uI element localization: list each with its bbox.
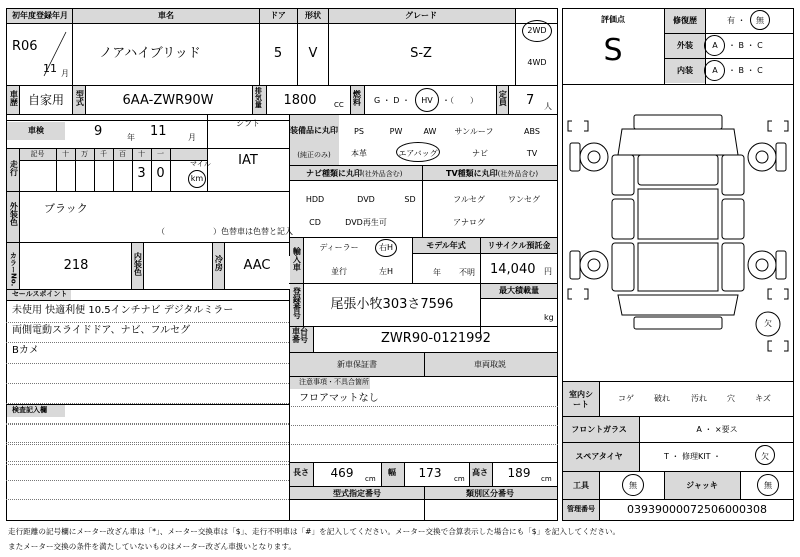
dealer-label: ディーラー [319, 243, 359, 252]
mileage-divider [113, 148, 114, 191]
recycle-value: 14,040 [490, 262, 536, 277]
right-hand: 右H [378, 243, 394, 252]
chassis-label: 車台番号 [292, 327, 308, 345]
equipment-item: ナビ [472, 149, 488, 158]
repair-none: 無 [756, 16, 764, 25]
room-sheet-option: 汚れ [691, 394, 707, 403]
first-reg-label: 初年度登録年月 [12, 11, 68, 20]
mileage-digit: 3 [137, 166, 146, 181]
type-designation-label: 型式指定番号 [333, 489, 381, 498]
first-reg-era: R06 [12, 39, 38, 54]
mileage-header: 十 [62, 150, 69, 158]
score-label: 評価点 [601, 15, 625, 24]
mileage-divider [75, 148, 76, 191]
navi-item: DVD [357, 195, 375, 204]
first-reg-month: 11 [43, 62, 57, 75]
inspection-label: 車検 [28, 126, 44, 135]
color-no-label: カラーNo. [9, 252, 18, 287]
interior-color-label: 内装色 [133, 252, 143, 276]
recycle-label: リサイクル預託金 [487, 241, 551, 250]
airbag-circle [396, 142, 440, 162]
import-label: 輸入車 [292, 247, 302, 271]
footnote-1: 走行距離の記号欄にメーター改ざん車は「*」、メーター交換車は「$」、走行不明車は「#」を記入してください。メーター交換で合算表示した場合にも「$」を記入してください。 [8, 527, 621, 536]
door-value: 5 [273, 46, 283, 61]
room-sheet-label: 室内シート [569, 390, 593, 410]
equipment-item: エアバッグ [398, 149, 438, 158]
equipment-item: ABS [524, 127, 540, 136]
navi-item: DVD再生可 [345, 218, 387, 227]
usage-value: 自家用 [27, 93, 65, 107]
model-year-label: モデル年式 [426, 241, 466, 250]
month-unit: 月 [61, 69, 69, 78]
capacity-value: 7 [526, 93, 535, 108]
grade-value: S-Z [410, 46, 432, 61]
sales-point-item: 両側電動スライドドア、ナビ、フルセグ [12, 325, 191, 336]
mileage-header: 一 [157, 150, 164, 158]
sales-point-item: Bカメ [12, 345, 39, 356]
width-label: 幅 [388, 468, 396, 477]
inspection-year-unit: 年 [127, 133, 135, 142]
car-name-label: 車名 [158, 11, 174, 20]
manual-label: 車両取説 [474, 360, 506, 369]
car-name-value: ノアハイブリッド [99, 46, 201, 61]
yen-unit: 円 [544, 267, 552, 276]
sales-line [6, 444, 289, 445]
inspection-year: 9 [94, 124, 103, 139]
inspector-line [6, 423, 289, 424]
parallel-label: 並行 [331, 267, 347, 276]
model-label: 型式 [75, 90, 85, 106]
drive-2wd: 2WD [527, 26, 547, 35]
shape-label: 形状 [305, 11, 321, 20]
interior-grade-a: A [712, 66, 718, 75]
windshield-label: フロントガラス [571, 425, 627, 434]
sales-line [6, 383, 289, 384]
navi-item: HDD [305, 195, 325, 204]
sales-line [6, 363, 289, 364]
mgmt-value: 03939000072506000308 [627, 503, 767, 516]
interior-label: 内装 [677, 66, 693, 75]
tv-item: ワンセグ [508, 195, 540, 204]
inspector-line [6, 480, 289, 481]
sales-line [6, 464, 289, 465]
tv-analog: アナログ [453, 218, 485, 227]
notes-label: 注意事項・不具合箇所 [299, 378, 369, 386]
warranty-label: 新車保証書 [337, 360, 377, 369]
usage-label: 車歴 [9, 90, 19, 106]
capacity-label: 定員 [498, 90, 508, 106]
equipment-item: TV [526, 149, 538, 158]
spare-options: T ・ 修理KIT ・ [664, 452, 722, 461]
spare-label: スペアタイヤ [575, 452, 623, 461]
car-diagram [562, 85, 794, 381]
ac-label: 冷房 [214, 255, 224, 271]
notes-line [289, 425, 558, 426]
mileage-header: 万 [81, 150, 88, 158]
registration-label: 登録番号 [292, 287, 302, 319]
spare-none: 欠 [761, 452, 769, 461]
model-year-value: 不明 [459, 268, 475, 277]
color-change-note: （ ）色替車は色替と記入 [157, 227, 293, 236]
fuel-options: G ・ D ・ [374, 96, 410, 105]
missing-mark: 欠 [764, 319, 772, 328]
room-sheet-option: コゲ [618, 394, 634, 403]
shift-label: シフト [236, 119, 260, 128]
repair-options: 有 ・ [727, 16, 746, 25]
length-unit: cm [365, 475, 376, 483]
fuel-paren: ・（ ） [442, 96, 478, 105]
height-value: 189 [507, 466, 531, 480]
model-year-unit: 年 [433, 268, 441, 277]
capacity-unit: 人 [544, 102, 552, 111]
navi-item: CD [309, 218, 321, 227]
ac-value: AAC [243, 258, 271, 273]
equipment-item: PW [389, 127, 403, 136]
notes-line [289, 444, 558, 445]
equipment-label: 装備品に丸印 [290, 126, 338, 135]
mileage-divider [56, 148, 57, 191]
notes-value: フロアマットなし [299, 393, 379, 404]
mileage-header: 百 [119, 150, 126, 158]
exterior-color-value: ブラック [44, 202, 88, 215]
km-unit: km [190, 174, 204, 183]
footnote-2: またメーター交換の条件を満たしていないものはメーター改ざん車扱いとなります。 [8, 542, 296, 551]
notes-line [289, 406, 558, 407]
interior-grade-rest: ・ B ・ C [728, 66, 763, 75]
mileage-digit: 0 [156, 166, 165, 181]
mileage-divider [94, 148, 95, 191]
equipment-note: (純正のみ) [297, 151, 331, 159]
inspection-month: 11 [150, 124, 167, 139]
tv-label: TV種類に丸印(社外品含む) [446, 169, 539, 178]
sales-line [6, 322, 289, 323]
windshield-options: A ・ ×要ス [696, 425, 738, 434]
mileage-label: 走行 [9, 160, 19, 176]
displacement-label: 排気量 [254, 87, 263, 108]
room-sheet-option: 穴 [727, 394, 735, 403]
mileage-header: 十 [138, 150, 145, 158]
max-load-label: 最大積載量 [499, 286, 539, 295]
color-no-value: 218 [63, 258, 89, 273]
length-label: 長さ [293, 468, 309, 477]
equipment-item: AW [423, 127, 437, 136]
inspector-line [6, 499, 289, 500]
inspection-month-unit: 月 [188, 133, 196, 142]
tools-label: 工具 [573, 481, 589, 490]
exterior-grade-rest: ・ B ・ C [728, 41, 763, 50]
fuel-label: 燃料 [352, 90, 362, 106]
width-value: 173 [418, 466, 442, 480]
tools-value: 無 [629, 481, 637, 490]
mgmt-label: 管理番号 [567, 505, 595, 513]
height-label: 高さ [472, 468, 488, 477]
kg-unit: kg [544, 313, 554, 322]
score-value: S [603, 33, 623, 68]
sales-point-label: セールスポイント [12, 290, 68, 298]
cc-unit: CC [334, 101, 344, 109]
mileage-header: 千 [100, 150, 107, 158]
chassis-value: ZWR90-0121992 [381, 331, 491, 346]
model-value: 6AA-ZWR90W [122, 93, 214, 108]
sales-point-item: 未使用 快適利便 10.5インチナビ デジタルミラー [12, 305, 234, 316]
registration-value: 尾張小牧303さ7596 [330, 297, 454, 312]
mileage-divider [132, 148, 133, 191]
height-unit: cm [541, 475, 552, 483]
sales-line [6, 342, 289, 343]
tv-item: フルセグ [453, 195, 485, 204]
inspector-line [6, 442, 289, 443]
equipment-item: 本革 [351, 149, 367, 158]
door-label: ドア [270, 11, 286, 20]
equipment-item: サンルーフ [454, 127, 494, 136]
mile-unit: マイル [190, 160, 211, 168]
grade-label: グレード [405, 11, 437, 20]
exterior-grade-a: A [712, 41, 718, 50]
inspector-line [6, 461, 289, 462]
room-sheet-option: 破れ [654, 394, 670, 403]
navi-label: ナビ種類に丸印(社外品含む) [306, 169, 403, 178]
drive-4wd: 4WD [527, 58, 547, 67]
room-sheet-option: キズ [755, 394, 771, 403]
displacement-value: 1800 [283, 93, 317, 108]
jack-label: ジャッキ [686, 481, 718, 490]
exterior-color-label: 外装色 [9, 202, 19, 226]
width-unit: cm [454, 475, 465, 483]
mileage-divider [151, 148, 152, 191]
exterior-label: 外装 [677, 41, 693, 50]
shape-value: V [308, 46, 318, 61]
left-hand: 左H [378, 267, 394, 276]
mileage-divider [170, 148, 171, 191]
mileage-header: 記号 [30, 150, 45, 158]
inspector-label: 検査記入欄 [12, 406, 47, 414]
category-label: 類別区分番号 [466, 489, 514, 498]
equipment-item: PS [354, 127, 364, 136]
fuel-hv: HV [421, 96, 433, 105]
navi-item: SD [404, 195, 416, 204]
repair-label: 修復歴 [673, 16, 697, 25]
shift-value: IAT [238, 153, 258, 168]
jack-value: 無 [764, 481, 772, 490]
length-value: 469 [330, 466, 354, 480]
